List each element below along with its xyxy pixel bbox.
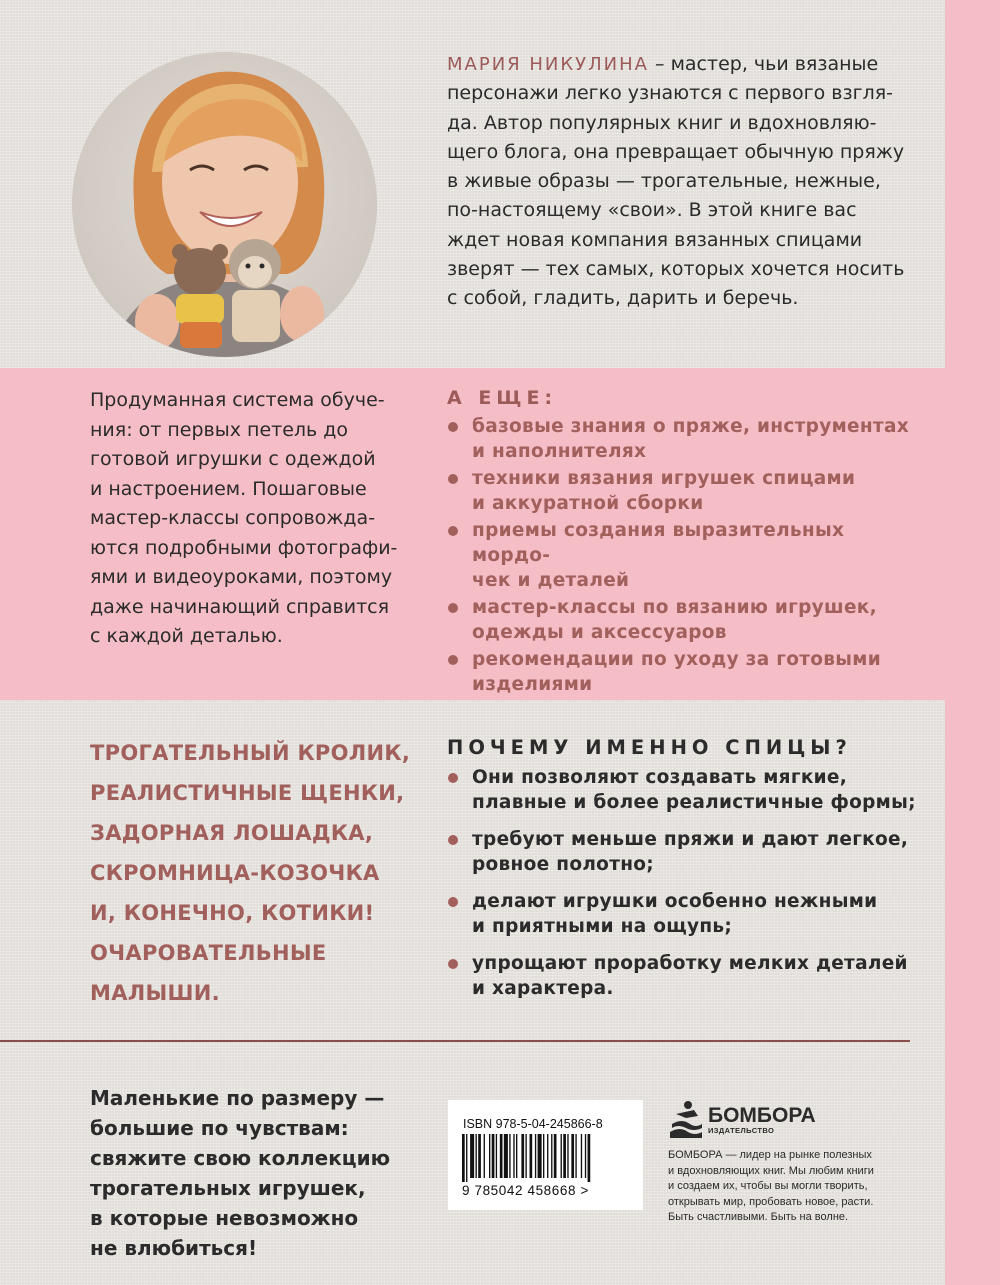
bullet-icon bbox=[448, 474, 458, 484]
author-bio bbox=[447, 50, 917, 314]
bullet-icon bbox=[448, 959, 458, 969]
bullet-icon bbox=[448, 422, 458, 432]
list-item: техники вязания игрушек спицами и аккуратной сборки bbox=[447, 466, 917, 516]
animal-line: МАЛЫШИ. bbox=[90, 981, 220, 1005]
isbn-barcode-block bbox=[448, 1100, 643, 1210]
bullet-icon bbox=[448, 897, 458, 907]
bio-line-1: МАРИЯ НИКУЛИНА – мастер, чьи вязаные bbox=[447, 53, 879, 75]
wave-surfer-icon bbox=[668, 1100, 704, 1140]
isbn-label: ISBN 978-5-04-245866-8 bbox=[463, 1117, 603, 1131]
divider-line bbox=[0, 1040, 910, 1042]
method-description: Продуманная система обуче- ния: от первых петель до готовой игрушки с одеждой и настроением. Пошаговые мастер-классы сопровожда- ются подробными фотографи- ями и видеоуроками, поэтому даже начинающий справится с каждой деталью. bbox=[90, 389, 398, 647]
bullet-icon bbox=[448, 526, 458, 536]
publisher-description: БОМБОРА — лидер на рынке полезных и вдохновляющих книг. Мы любим книги и создаем их, чтобы вы могли творить, открывать мир, пробовать новое, расти. Быть счастливыми. Быть на волне. bbox=[668, 1149, 874, 1223]
list-item: Они позволяют создавать мягкие, плавные и более реалистичные формы; bbox=[447, 765, 927, 815]
bio-line-2: персонажи легко узнаются с первого взгля- bbox=[447, 82, 893, 105]
bio-line-6: по-настоящему «свои». В этой книге вас bbox=[447, 199, 857, 222]
author-portrait bbox=[72, 52, 377, 357]
author-name: МАРИЯ НИКУЛИНА bbox=[447, 54, 649, 75]
why-section bbox=[447, 736, 927, 1013]
list-item: мастер-классы по вязанию игрушек, одежды и аксессуаров bbox=[447, 595, 917, 645]
bio-line-5: в живые образы — трогательные, нежные, bbox=[447, 170, 881, 193]
list-item: упрощают проработку мелких деталей и характера. bbox=[447, 951, 927, 1001]
bullet-icon bbox=[448, 603, 458, 613]
list-item: делают игрушки особенно нежными и приятными на ощупь; bbox=[447, 889, 927, 939]
extras-list bbox=[447, 414, 917, 697]
publisher-logo bbox=[668, 1100, 913, 1140]
bio-line-4: щего блога, она превращает обычную пряжу bbox=[447, 140, 905, 163]
list-item: рекомендации по уходу за готовыми изделиями bbox=[447, 647, 917, 697]
why-heading: ПОЧЕМУ ИМЕННО СПИЦЫ? bbox=[447, 736, 852, 759]
bio-line-3: да. Автор популярных книг и вдохновляю- bbox=[447, 111, 877, 134]
extras-heading: А ЕЩЕ: bbox=[447, 387, 558, 409]
list-item: требуют меньше пряжи и дают легкое, ровное полотно; bbox=[447, 827, 927, 877]
publisher-subtitle: ИЗДАТЕЛЬСТВО bbox=[708, 1126, 775, 1135]
animal-line: ЗАДОРНАЯ ЛОШАДКА, bbox=[90, 821, 374, 845]
list-item: приемы создания выразительных мордо- чек и деталей bbox=[447, 518, 917, 593]
animals-list bbox=[90, 733, 420, 1013]
animal-line: ТРОГАТЕЛЬНЫЙ КРОЛИК, bbox=[90, 741, 411, 765]
tagline: Маленькие по размеру — большие по чувствам: свяжите свою коллекцию трогательных игрушек, в которые невозможно не влюбиться! bbox=[90, 1086, 391, 1260]
isbn-digits: 9 785042 458668 > bbox=[462, 1183, 589, 1198]
animal-line: РЕАЛИСТИЧНЫЕ ЩЕНКИ, bbox=[90, 781, 405, 805]
publisher-name: БОМБОРА bbox=[708, 1104, 816, 1127]
extras-section bbox=[447, 387, 917, 699]
bullet-icon bbox=[448, 655, 458, 665]
why-list bbox=[447, 765, 927, 1001]
bio-line-8: зверят — тех самых, которых хочется носить bbox=[447, 258, 905, 281]
animal-line: СКРОМНИЦА-КОЗОЧКА bbox=[90, 861, 380, 885]
publisher-block bbox=[668, 1100, 913, 1226]
pink-edge-stripe bbox=[945, 0, 1000, 1285]
bio-line-9: с собой, гладить, дарить и беречь. bbox=[447, 287, 799, 310]
animal-line: ОЧАРОВАТЕЛЬНЫЕ bbox=[90, 941, 327, 965]
list-item: базовые знания о пряже, инструментах и наполнителях bbox=[447, 414, 917, 464]
bio-line-7: ждет новая компания вязанных спицами bbox=[447, 228, 863, 251]
barcode-icon bbox=[462, 1134, 630, 1182]
bullet-icon bbox=[448, 773, 458, 783]
animal-line: И, КОНЕЧНО, КОТИКИ! bbox=[90, 901, 375, 925]
bullet-icon bbox=[448, 835, 458, 845]
